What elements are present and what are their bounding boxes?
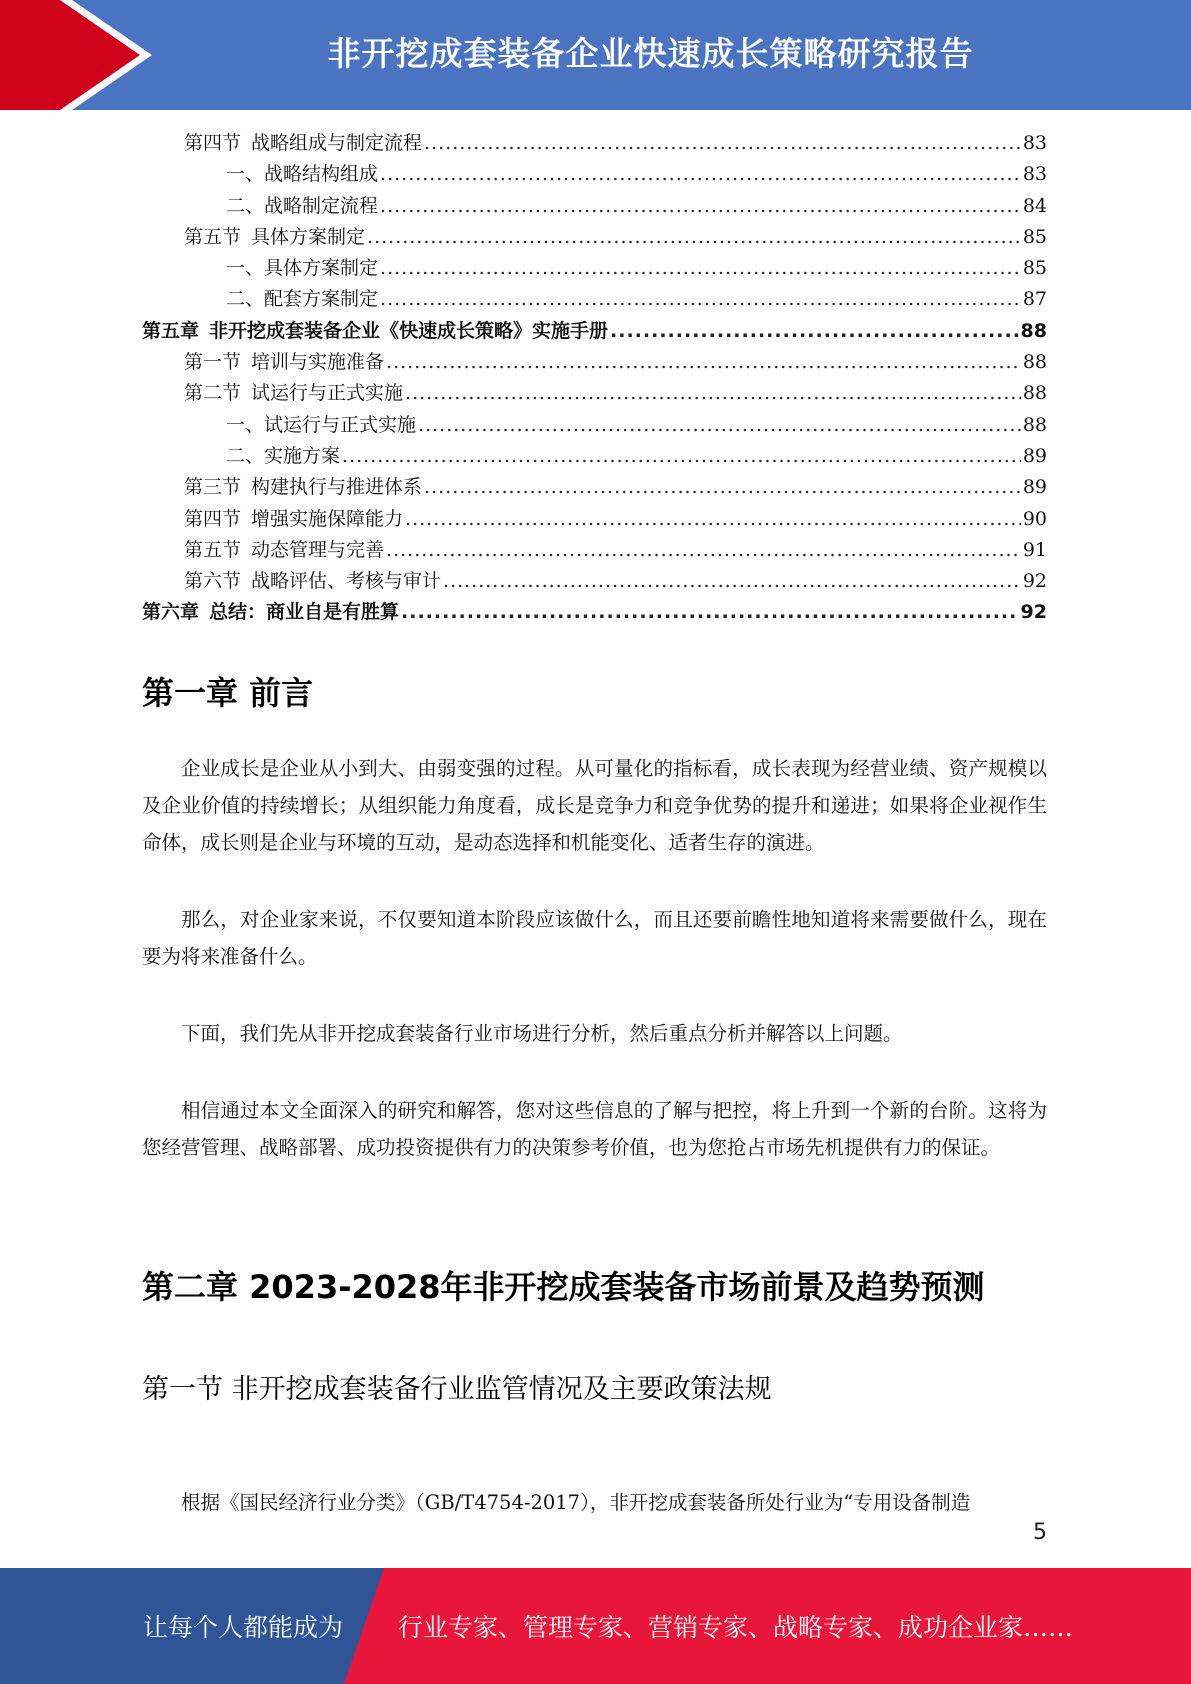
toc-title: 试运行与正式实施 <box>251 382 404 405</box>
toc-number: 第一节 <box>184 351 242 374</box>
toc-page: 90 <box>1022 507 1047 530</box>
toc-page: 89 <box>1022 444 1047 467</box>
page-number: 5 <box>1033 1520 1047 1545</box>
toc-entry[interactable] <box>142 253 1047 284</box>
chevron-arrow-icon <box>0 0 160 110</box>
toc-number: 第六节 <box>184 570 242 593</box>
section-heading: 第一节 非开挖成套装备行业监管情况及主要政策法规 <box>142 1374 772 1405</box>
report-title: 非开挖成套装备企业快速成长策略研究报告 <box>327 34 974 73</box>
toc-page: 87 <box>1022 288 1047 311</box>
toc-entry[interactable] <box>142 128 1047 159</box>
toc-entry-chapter[interactable] <box>142 597 1047 628</box>
toc-entry[interactable] <box>142 159 1047 190</box>
body-paragraph: 相信通过本文全面深入的研究和解答，您对这些信息的了解与把控，将上升到一个新的台阶。这将为您经营管理、战略部署、成功投资提供有力的决策参考价值，也为您抢占市场先机提供有力的保证。 <box>142 1099 1047 1159</box>
toc-number: 第五节 <box>184 538 242 561</box>
toc-number: 第五章 <box>142 319 200 342</box>
toc-title: 战略制定流程 <box>264 194 379 217</box>
toc-title: 战略结构组成 <box>264 163 379 186</box>
toc-leader-dots <box>405 382 1021 404</box>
toc-entry[interactable] <box>142 535 1047 566</box>
toc-leader-dots <box>380 163 1021 185</box>
toc-entry[interactable] <box>142 441 1047 472</box>
toc-title: 培训与实施准备 <box>251 351 385 374</box>
toc-leader-dots <box>386 351 1021 373</box>
toc-page: 84 <box>1022 194 1047 217</box>
toc-leader-dots <box>418 414 1021 436</box>
toc-title: 配套方案制定 <box>264 288 379 311</box>
toc-page: 85 <box>1022 257 1047 280</box>
toc-entry[interactable] <box>142 222 1047 253</box>
toc-page: 88 <box>1020 319 1047 342</box>
body-paragraph: 根据《国民经济行业分类》（GB/T4754-2017），非开挖成套装备所处行业为“专用设备制造 <box>181 1491 971 1514</box>
toc-leader-dots <box>424 476 1021 498</box>
toc-title: 具体方案制定 <box>264 257 379 280</box>
body-paragraph: 下面，我们先从非开挖成套装备行业市场进行分析，然后重点分析并解答以上问题。 <box>181 1022 903 1045</box>
toc-leader-dots <box>443 570 1021 592</box>
toc-title: 增强实施保障能力 <box>251 507 404 530</box>
toc-number: 二、 <box>226 194 265 217</box>
toc-number: 二、 <box>226 288 265 311</box>
page-footer <box>0 1568 1191 1684</box>
toc-number: 第二节 <box>184 382 242 405</box>
toc-number: 第三节 <box>184 476 242 499</box>
toc-title: 试运行与正式实施 <box>264 413 417 436</box>
toc-leader-dots <box>380 257 1021 279</box>
footer-slogan-left: 让每个人都能成为 <box>143 1613 344 1642</box>
body-paragraph: 企业成长是企业从小到大、由弱变强的过程。从可量化的指标看，成长表现为经营业绩、资产规模以及企业价值的持续增长；从组织能力角度看，成长是竞争力和竞争优势的提升和递进；如果将企业视作生命体，成长则是企业与环境的互动，是动态选择和机能变化、适者生存的演进。 <box>142 757 1047 854</box>
toc-page: 83 <box>1022 132 1047 154</box>
toc-number: 一、 <box>226 413 265 436</box>
toc-title: 动态管理与完善 <box>251 538 385 561</box>
toc-entry[interactable] <box>142 378 1047 409</box>
toc-number: 第四节 <box>184 132 242 154</box>
toc-leader-dots <box>424 132 1021 154</box>
toc-leader-dots <box>401 601 1019 623</box>
toc-entry[interactable] <box>142 347 1047 378</box>
toc-number: 第六章 <box>142 601 200 624</box>
toc-title: 战略评估、考核与审计 <box>251 570 442 593</box>
toc-entry[interactable] <box>142 410 1047 441</box>
toc-number: 一、 <box>226 257 265 280</box>
footer-slogan-right: 行业专家、管理专家、营销专家、战略专家、成功企业家…… <box>398 1613 1074 1642</box>
toc-leader-dots <box>610 320 1019 342</box>
toc-title: 战略组成与制定流程 <box>251 132 423 154</box>
toc-leader-dots <box>380 195 1021 217</box>
toc-number: 第五节 <box>184 225 242 248</box>
toc-number: 一、 <box>226 163 265 186</box>
toc-entry[interactable] <box>142 504 1047 535</box>
toc-page: 92 <box>1020 601 1047 624</box>
toc-leader-dots <box>342 445 1021 467</box>
toc-page: 92 <box>1022 570 1047 593</box>
toc-leader-dots <box>386 539 1021 561</box>
toc-entry[interactable] <box>142 566 1047 597</box>
toc-title: 构建执行与推进体系 <box>251 476 423 499</box>
toc-title: 总结：商业自是有胜算 <box>209 601 400 624</box>
chapter-2-heading: 第二章 2023-2028年非开挖成套装备市场前景及趋势预测 <box>142 1268 985 1306</box>
toc-page: 88 <box>1022 413 1047 436</box>
toc-entry-chapter[interactable] <box>142 316 1047 347</box>
toc-page: 88 <box>1022 382 1047 405</box>
table-of-contents <box>142 128 1047 629</box>
page-header <box>0 0 1191 110</box>
toc-leader-dots <box>380 288 1021 310</box>
toc-entry[interactable] <box>142 191 1047 222</box>
toc-page: 85 <box>1022 225 1047 248</box>
toc-title: 非开挖成套装备企业《快速成长策略》实施手册 <box>209 319 609 342</box>
toc-leader-dots <box>367 226 1021 248</box>
chapter-1-heading: 第一章 前言 <box>142 674 314 712</box>
toc-page: 89 <box>1022 476 1047 499</box>
toc-number: 第四节 <box>184 507 242 530</box>
toc-number: 二、 <box>226 444 265 467</box>
toc-page: 83 <box>1022 163 1047 186</box>
toc-leader-dots <box>405 508 1021 530</box>
toc-entry[interactable] <box>142 472 1047 503</box>
toc-title: 实施方案 <box>264 444 341 467</box>
toc-page: 91 <box>1022 538 1047 561</box>
body-paragraph: 那么，对企业家来说，不仅要知道本阶段应该做什么，而且还要前瞻性地知道将来需要做什么，现在要为将来准备什么。 <box>142 908 1047 968</box>
toc-page: 88 <box>1022 351 1047 374</box>
toc-title: 具体方案制定 <box>251 225 366 248</box>
toc-entry[interactable] <box>142 284 1047 315</box>
